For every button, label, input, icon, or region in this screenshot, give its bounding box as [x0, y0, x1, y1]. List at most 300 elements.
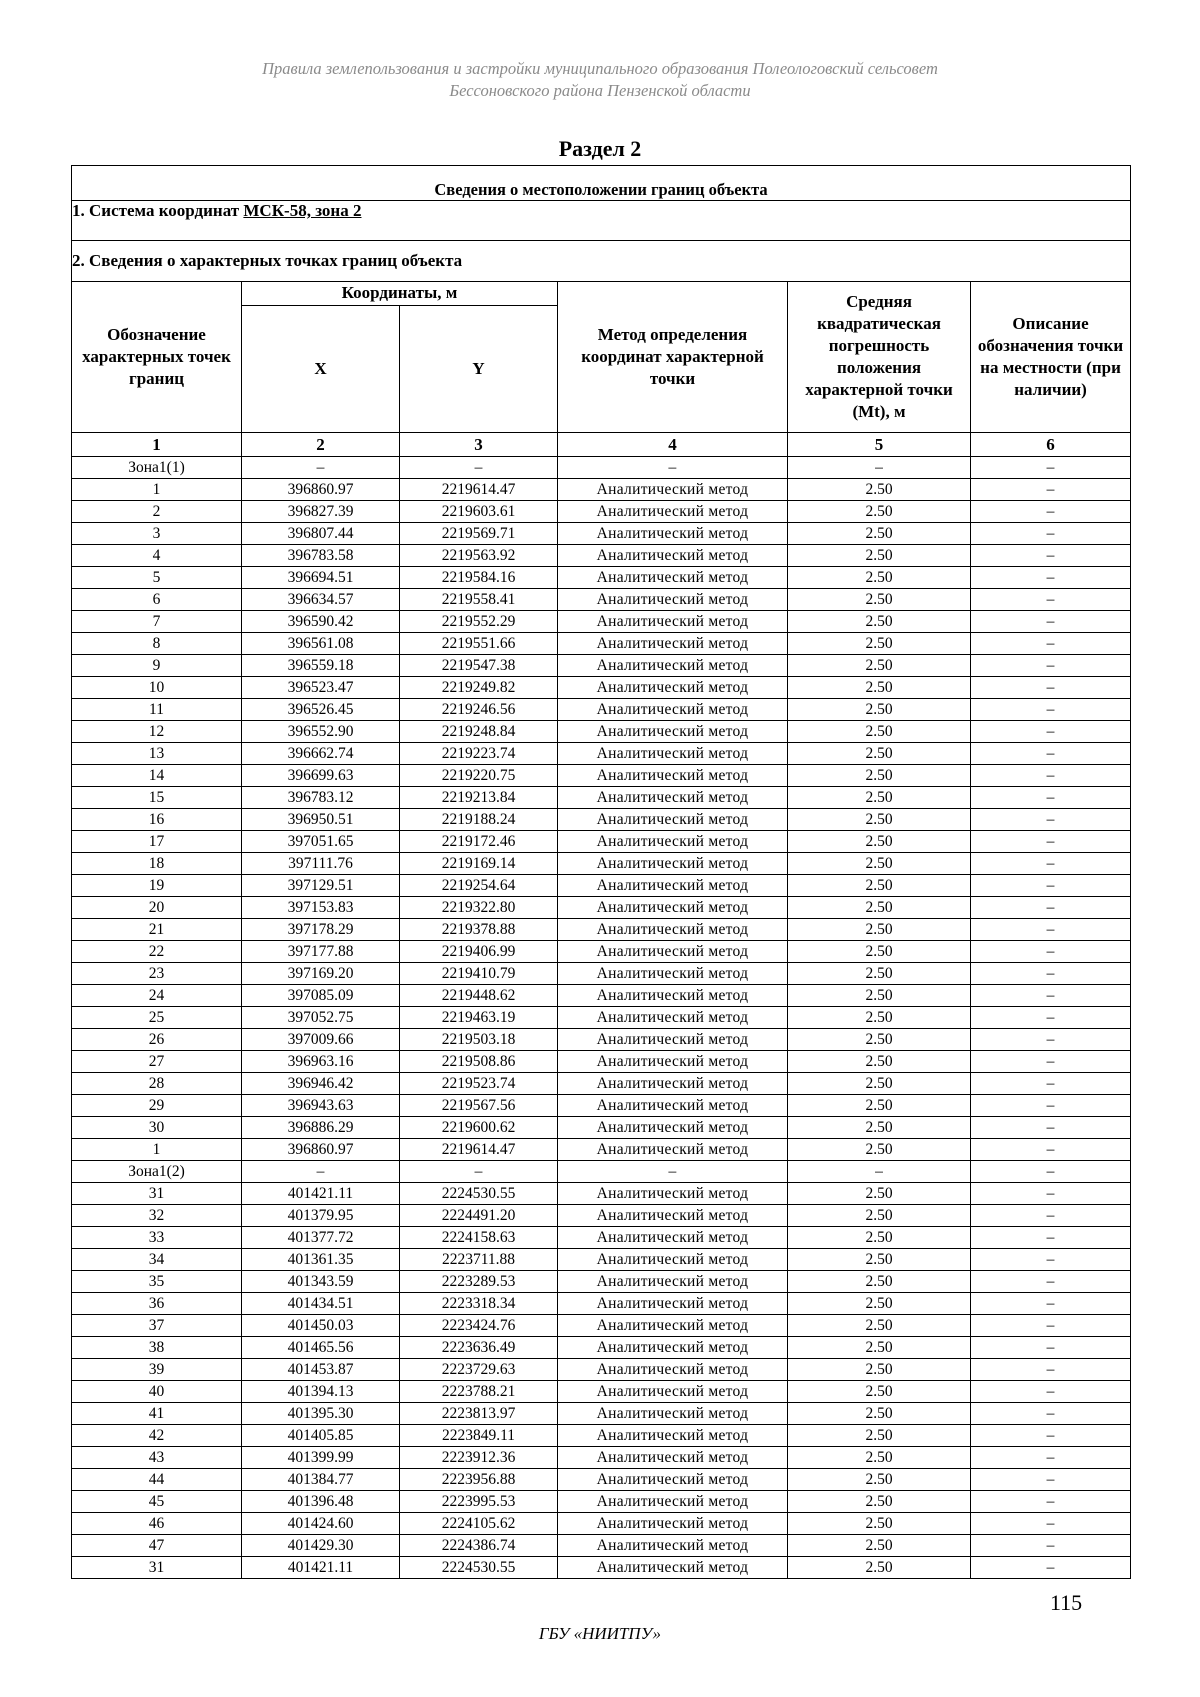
y-cell: 2219248.84 — [400, 721, 558, 743]
point-id-cell: 6 — [72, 589, 242, 611]
error-cell: 2.50 — [788, 589, 971, 611]
description-cell: – — [971, 523, 1131, 545]
error-cell: 2.50 — [788, 611, 971, 633]
error-cell: 2.50 — [788, 1029, 971, 1051]
running-header-line-2: Бессоновского района Пензенской области — [449, 81, 751, 100]
method-cell: Аналитический метод — [558, 479, 788, 501]
x-cell: 401394.13 — [242, 1381, 400, 1403]
point-id-cell: 11 — [72, 699, 242, 721]
method-cell: Аналитический метод — [558, 1403, 788, 1425]
column-number: 1 — [72, 433, 242, 457]
description-cell: – — [971, 1205, 1131, 1227]
point-id-cell: 18 — [72, 853, 242, 875]
section-title: Раздел 2 — [558, 136, 642, 161]
y-cell: 2219547.38 — [400, 655, 558, 677]
error-cell: 2.50 — [788, 1271, 971, 1293]
method-cell: Аналитический метод — [558, 963, 788, 985]
description-cell: – — [971, 699, 1131, 721]
running-header — [0, 58, 1200, 102]
x-cell: 397051.65 — [242, 831, 400, 853]
method-cell: Аналитический метод — [558, 941, 788, 963]
description-cell: – — [971, 897, 1131, 919]
method-cell: Аналитический метод — [558, 897, 788, 919]
table-row — [72, 589, 1131, 611]
y-cell: 2219569.71 — [400, 523, 558, 545]
x-cell: 397111.76 — [242, 853, 400, 875]
point-id-cell: 34 — [72, 1249, 242, 1271]
table-row — [72, 633, 1131, 655]
description-cell: – — [971, 1403, 1131, 1425]
header-error-text: Средняя квадратическая погрешность положения характерной точки (Mt), м — [805, 292, 953, 421]
point-id-cell: 13 — [72, 743, 242, 765]
x-cell: 401453.87 — [242, 1359, 400, 1381]
y-cell: 2219172.46 — [400, 831, 558, 853]
point-id-cell: 37 — [72, 1315, 242, 1337]
error-cell: 2.50 — [788, 655, 971, 677]
y-cell: 2219249.82 — [400, 677, 558, 699]
method-cell: Аналитический метод — [558, 853, 788, 875]
error-cell: 2.50 — [788, 1425, 971, 1447]
x-cell: 397085.09 — [242, 985, 400, 1007]
x-cell: 397153.83 — [242, 897, 400, 919]
description-cell: – — [971, 1557, 1131, 1579]
error-cell: 2.50 — [788, 919, 971, 941]
method-cell: Аналитический метод — [558, 545, 788, 567]
y-cell: 2219551.66 — [400, 633, 558, 655]
description-cell: – — [971, 1535, 1131, 1557]
table-body — [72, 166, 1131, 1579]
y-cell: 2219213.84 — [400, 787, 558, 809]
description-cell: – — [971, 1007, 1131, 1029]
x-cell: 396552.90 — [242, 721, 400, 743]
table-row — [72, 1095, 1131, 1117]
method-cell: Аналитический метод — [558, 1007, 788, 1029]
table-row — [72, 1403, 1131, 1425]
error-cell: 2.50 — [788, 1403, 971, 1425]
table-row — [72, 809, 1131, 831]
x-cell: 396827.39 — [242, 501, 400, 523]
y-cell: 2219614.47 — [400, 1139, 558, 1161]
table-row — [72, 523, 1131, 545]
x-cell: 396943.63 — [242, 1095, 400, 1117]
error-cell: – — [788, 1161, 971, 1183]
column-number: 6 — [971, 433, 1131, 457]
x-cell: 401421.11 — [242, 1557, 400, 1579]
table-row — [72, 1271, 1131, 1293]
method-cell: Аналитический метод — [558, 589, 788, 611]
x-cell: 401361.35 — [242, 1249, 400, 1271]
error-cell: 2.50 — [788, 1557, 971, 1579]
method-cell: Аналитический метод — [558, 1447, 788, 1469]
table-row — [72, 1161, 1131, 1183]
point-id-cell: 28 — [72, 1073, 242, 1095]
point-id-cell: 25 — [72, 1007, 242, 1029]
y-cell: 2219188.24 — [400, 809, 558, 831]
table-row — [72, 743, 1131, 765]
table-row — [72, 1249, 1131, 1271]
error-cell: 2.50 — [788, 787, 971, 809]
point-id-cell: 26 — [72, 1029, 242, 1051]
method-cell: Аналитический метод — [558, 809, 788, 831]
description-cell: – — [971, 1073, 1131, 1095]
point-id-cell: 3 — [72, 523, 242, 545]
description-cell: – — [971, 589, 1131, 611]
method-cell: Аналитический метод — [558, 633, 788, 655]
x-cell: – — [242, 457, 400, 479]
x-cell: 396561.08 — [242, 633, 400, 655]
x-cell: 396699.63 — [242, 765, 400, 787]
x-cell: 396523.47 — [242, 677, 400, 699]
error-cell: 2.50 — [788, 853, 971, 875]
description-cell: – — [971, 1271, 1131, 1293]
error-cell: 2.50 — [788, 1359, 971, 1381]
y-cell: 2223995.53 — [400, 1491, 558, 1513]
description-cell: – — [971, 1315, 1131, 1337]
x-cell: 397129.51 — [242, 875, 400, 897]
table-title: Сведения о местоположении границ объекта — [72, 166, 1131, 201]
x-cell: 397052.75 — [242, 1007, 400, 1029]
y-cell: 2223788.21 — [400, 1381, 558, 1403]
description-cell: – — [971, 501, 1131, 523]
point-id-cell: 5 — [72, 567, 242, 589]
table-row — [72, 721, 1131, 743]
description-cell: – — [971, 809, 1131, 831]
method-cell: Аналитический метод — [558, 523, 788, 545]
description-cell: – — [971, 1249, 1131, 1271]
description-cell: – — [971, 787, 1131, 809]
point-id-cell: 22 — [72, 941, 242, 963]
method-cell: Аналитический метод — [558, 1535, 788, 1557]
table-row — [72, 897, 1131, 919]
table-row — [72, 1007, 1131, 1029]
description-cell: – — [971, 1381, 1131, 1403]
method-cell: Аналитический метод — [558, 1073, 788, 1095]
table-row — [72, 1073, 1131, 1095]
y-cell: 2224105.62 — [400, 1513, 558, 1535]
boundary-points-table — [71, 165, 1131, 1579]
error-cell: 2.50 — [788, 1513, 971, 1535]
x-cell: 396783.58 — [242, 545, 400, 567]
description-cell: – — [971, 853, 1131, 875]
error-cell: 2.50 — [788, 1315, 971, 1337]
description-cell: – — [971, 1447, 1131, 1469]
error-cell: 2.50 — [788, 1051, 971, 1073]
x-cell: 401399.99 — [242, 1447, 400, 1469]
method-cell: Аналитический метод — [558, 1029, 788, 1051]
x-cell: 397177.88 — [242, 941, 400, 963]
method-cell: Аналитический метод — [558, 1513, 788, 1535]
table-row — [72, 1359, 1131, 1381]
table-row — [72, 699, 1131, 721]
column-number-row — [72, 433, 1131, 457]
point-id-cell: 1 — [72, 479, 242, 501]
description-cell: – — [971, 479, 1131, 501]
points-info-row — [72, 241, 1131, 282]
table-row — [72, 545, 1131, 567]
y-cell: 2219567.56 — [400, 1095, 558, 1117]
error-cell: 2.50 — [788, 1139, 971, 1161]
y-cell: 2219552.29 — [400, 611, 558, 633]
description-cell: – — [971, 611, 1131, 633]
x-cell: 396783.12 — [242, 787, 400, 809]
point-id-cell: 36 — [72, 1293, 242, 1315]
header-method: Метод определения координат характерной точки — [558, 282, 788, 433]
table-row — [72, 1337, 1131, 1359]
description-cell: – — [971, 919, 1131, 941]
method-cell: Аналитический метод — [558, 985, 788, 1007]
y-cell: 2219584.16 — [400, 567, 558, 589]
column-number: 5 — [788, 433, 971, 457]
table-row — [72, 765, 1131, 787]
error-cell: 2.50 — [788, 677, 971, 699]
table-row — [72, 985, 1131, 1007]
y-cell: 2219246.56 — [400, 699, 558, 721]
header-designation: Обозначение характерных точек границ — [72, 282, 242, 433]
error-cell: 2.50 — [788, 1469, 971, 1491]
y-cell: 2224530.55 — [400, 1557, 558, 1579]
error-cell: 2.50 — [788, 1337, 971, 1359]
y-cell: 2223729.63 — [400, 1359, 558, 1381]
y-cell: 2219503.18 — [400, 1029, 558, 1051]
description-cell: – — [971, 677, 1131, 699]
column-number: 4 — [558, 433, 788, 457]
point-id-cell: 46 — [72, 1513, 242, 1535]
error-cell: 2.50 — [788, 831, 971, 853]
x-cell: 396662.74 — [242, 743, 400, 765]
header-row-1 — [72, 282, 1131, 306]
description-cell: – — [971, 567, 1131, 589]
description-cell: – — [971, 1183, 1131, 1205]
table-row — [72, 1535, 1131, 1557]
table-row — [72, 1293, 1131, 1315]
error-cell: 2.50 — [788, 897, 971, 919]
table-row — [72, 1447, 1131, 1469]
x-cell: 396694.51 — [242, 567, 400, 589]
error-cell: 2.50 — [788, 1535, 971, 1557]
description-cell: – — [971, 1227, 1131, 1249]
page-number: 115 — [1050, 1590, 1083, 1615]
point-id-cell: 10 — [72, 677, 242, 699]
table-row — [72, 1491, 1131, 1513]
point-id-cell: Зона1(1) — [72, 457, 242, 479]
description-cell: – — [971, 1161, 1131, 1183]
description-cell: – — [971, 963, 1131, 985]
table-row — [72, 963, 1131, 985]
method-cell: Аналитический метод — [558, 567, 788, 589]
point-id-cell: 17 — [72, 831, 242, 853]
description-cell: – — [971, 875, 1131, 897]
y-cell: – — [400, 457, 558, 479]
point-id-cell: 16 — [72, 809, 242, 831]
description-cell: – — [971, 545, 1131, 567]
table-row — [72, 853, 1131, 875]
table-row — [72, 479, 1131, 501]
error-cell: 2.50 — [788, 1183, 971, 1205]
footer: ГБУ «НИИТПУ» — [538, 1624, 662, 1643]
x-cell: 397169.20 — [242, 963, 400, 985]
point-id-cell: 1 — [72, 1139, 242, 1161]
y-cell: 2223711.88 — [400, 1249, 558, 1271]
description-cell: – — [971, 1337, 1131, 1359]
y-cell: 2223813.97 — [400, 1403, 558, 1425]
x-cell: 397178.29 — [242, 919, 400, 941]
x-cell: – — [242, 1161, 400, 1183]
error-cell: 2.50 — [788, 765, 971, 787]
description-cell: – — [971, 655, 1131, 677]
method-cell: Аналитический метод — [558, 699, 788, 721]
x-cell: 401384.77 — [242, 1469, 400, 1491]
method-cell: Аналитический метод — [558, 1051, 788, 1073]
point-id-cell: 44 — [72, 1469, 242, 1491]
point-id-cell: 9 — [72, 655, 242, 677]
error-cell: 2.50 — [788, 1447, 971, 1469]
x-cell: 396590.42 — [242, 611, 400, 633]
y-cell: 2219463.19 — [400, 1007, 558, 1029]
point-id-cell: 15 — [72, 787, 242, 809]
y-cell: 2219220.75 — [400, 765, 558, 787]
description-cell: – — [971, 1095, 1131, 1117]
y-cell: 2219558.41 — [400, 589, 558, 611]
x-cell: 401395.30 — [242, 1403, 400, 1425]
error-cell: 2.50 — [788, 1073, 971, 1095]
table-row — [72, 787, 1131, 809]
table-row — [72, 1051, 1131, 1073]
error-cell: – — [788, 457, 971, 479]
error-cell: 2.50 — [788, 743, 971, 765]
method-cell: Аналитический метод — [558, 721, 788, 743]
point-id-cell: 47 — [72, 1535, 242, 1557]
method-cell: Аналитический метод — [558, 919, 788, 941]
method-cell: Аналитический метод — [558, 1117, 788, 1139]
y-cell: 2219406.99 — [400, 941, 558, 963]
y-cell: 2223424.76 — [400, 1315, 558, 1337]
method-cell: – — [558, 1161, 788, 1183]
table-row — [72, 875, 1131, 897]
x-cell: 396559.18 — [242, 655, 400, 677]
coordinate-system-cell — [72, 201, 1131, 241]
method-cell: Аналитический метод — [558, 1227, 788, 1249]
table-row — [72, 1513, 1131, 1535]
y-cell: 2219563.92 — [400, 545, 558, 567]
table-title-row — [72, 166, 1131, 201]
point-id-cell: 41 — [72, 1403, 242, 1425]
method-cell: – — [558, 457, 788, 479]
y-cell: 2219603.61 — [400, 501, 558, 523]
description-cell: – — [971, 1029, 1131, 1051]
point-id-cell: 39 — [72, 1359, 242, 1381]
y-cell: 2219600.62 — [400, 1117, 558, 1139]
x-cell: 396807.44 — [242, 523, 400, 545]
method-cell: Аналитический метод — [558, 1315, 788, 1337]
point-id-cell: 38 — [72, 1337, 242, 1359]
y-cell: 2219614.47 — [400, 479, 558, 501]
method-cell: Аналитический метод — [558, 677, 788, 699]
error-cell: 2.50 — [788, 1095, 971, 1117]
method-cell: Аналитический метод — [558, 611, 788, 633]
x-cell: 396886.29 — [242, 1117, 400, 1139]
header-y: Y — [400, 306, 558, 433]
method-cell: Аналитический метод — [558, 655, 788, 677]
table-row — [72, 919, 1131, 941]
error-cell: 2.50 — [788, 501, 971, 523]
method-cell: Аналитический метод — [558, 743, 788, 765]
point-id-cell: 40 — [72, 1381, 242, 1403]
method-cell: Аналитический метод — [558, 1469, 788, 1491]
table-row — [72, 1315, 1131, 1337]
y-cell: – — [400, 1161, 558, 1183]
x-cell: 397009.66 — [242, 1029, 400, 1051]
table-row — [72, 1117, 1131, 1139]
description-cell: – — [971, 743, 1131, 765]
error-cell: 2.50 — [788, 699, 971, 721]
x-cell: 401379.95 — [242, 1205, 400, 1227]
point-id-cell: 14 — [72, 765, 242, 787]
method-cell: Аналитический метод — [558, 875, 788, 897]
description-cell: – — [971, 1359, 1131, 1381]
table-row — [72, 831, 1131, 853]
description-cell: – — [971, 765, 1131, 787]
x-cell: 401396.48 — [242, 1491, 400, 1513]
y-cell: 2223318.34 — [400, 1293, 558, 1315]
table-row — [72, 611, 1131, 633]
x-cell: 401465.56 — [242, 1337, 400, 1359]
point-id-cell: 2 — [72, 501, 242, 523]
y-cell: 2219254.64 — [400, 875, 558, 897]
error-cell: 2.50 — [788, 1117, 971, 1139]
error-cell: 2.50 — [788, 963, 971, 985]
y-cell: 2224530.55 — [400, 1183, 558, 1205]
method-cell: Аналитический метод — [558, 1557, 788, 1579]
error-cell: 2.50 — [788, 875, 971, 897]
description-cell: – — [971, 1051, 1131, 1073]
coordinate-system-value: МСК-58, зона 2 — [243, 201, 362, 220]
description-cell: – — [971, 1491, 1131, 1513]
table-row — [72, 1183, 1131, 1205]
x-cell: 401343.59 — [242, 1271, 400, 1293]
method-cell: Аналитический метод — [558, 1139, 788, 1161]
point-id-cell: 21 — [72, 919, 242, 941]
method-cell: Аналитический метод — [558, 1183, 788, 1205]
error-cell: 2.50 — [788, 545, 971, 567]
point-id-cell: 35 — [72, 1271, 242, 1293]
table-row — [72, 1469, 1131, 1491]
error-cell: 2.50 — [788, 1381, 971, 1403]
header-coordinates: Координаты, м — [242, 282, 558, 306]
point-id-cell: 12 — [72, 721, 242, 743]
method-cell: Аналитический метод — [558, 1491, 788, 1513]
y-cell: 2223912.36 — [400, 1447, 558, 1469]
header-description: Описание обозначения точки на местности (при наличии) — [971, 282, 1131, 433]
point-id-cell: 19 — [72, 875, 242, 897]
method-cell: Аналитический метод — [558, 765, 788, 787]
method-cell: Аналитический метод — [558, 831, 788, 853]
point-id-cell: 43 — [72, 1447, 242, 1469]
description-cell: – — [971, 457, 1131, 479]
error-cell: 2.50 — [788, 941, 971, 963]
coordinate-system-label: 1. Система координат — [72, 201, 244, 220]
error-cell: 2.50 — [788, 1205, 971, 1227]
x-cell: 396634.57 — [242, 589, 400, 611]
point-id-cell: Зона1(2) — [72, 1161, 242, 1183]
y-cell: 2219410.79 — [400, 963, 558, 985]
method-cell: Аналитический метод — [558, 787, 788, 809]
y-cell: 2224386.74 — [400, 1535, 558, 1557]
table-row — [72, 1205, 1131, 1227]
y-cell: 2224158.63 — [400, 1227, 558, 1249]
description-cell: – — [971, 633, 1131, 655]
header-error — [788, 282, 971, 433]
point-id-cell: 30 — [72, 1117, 242, 1139]
